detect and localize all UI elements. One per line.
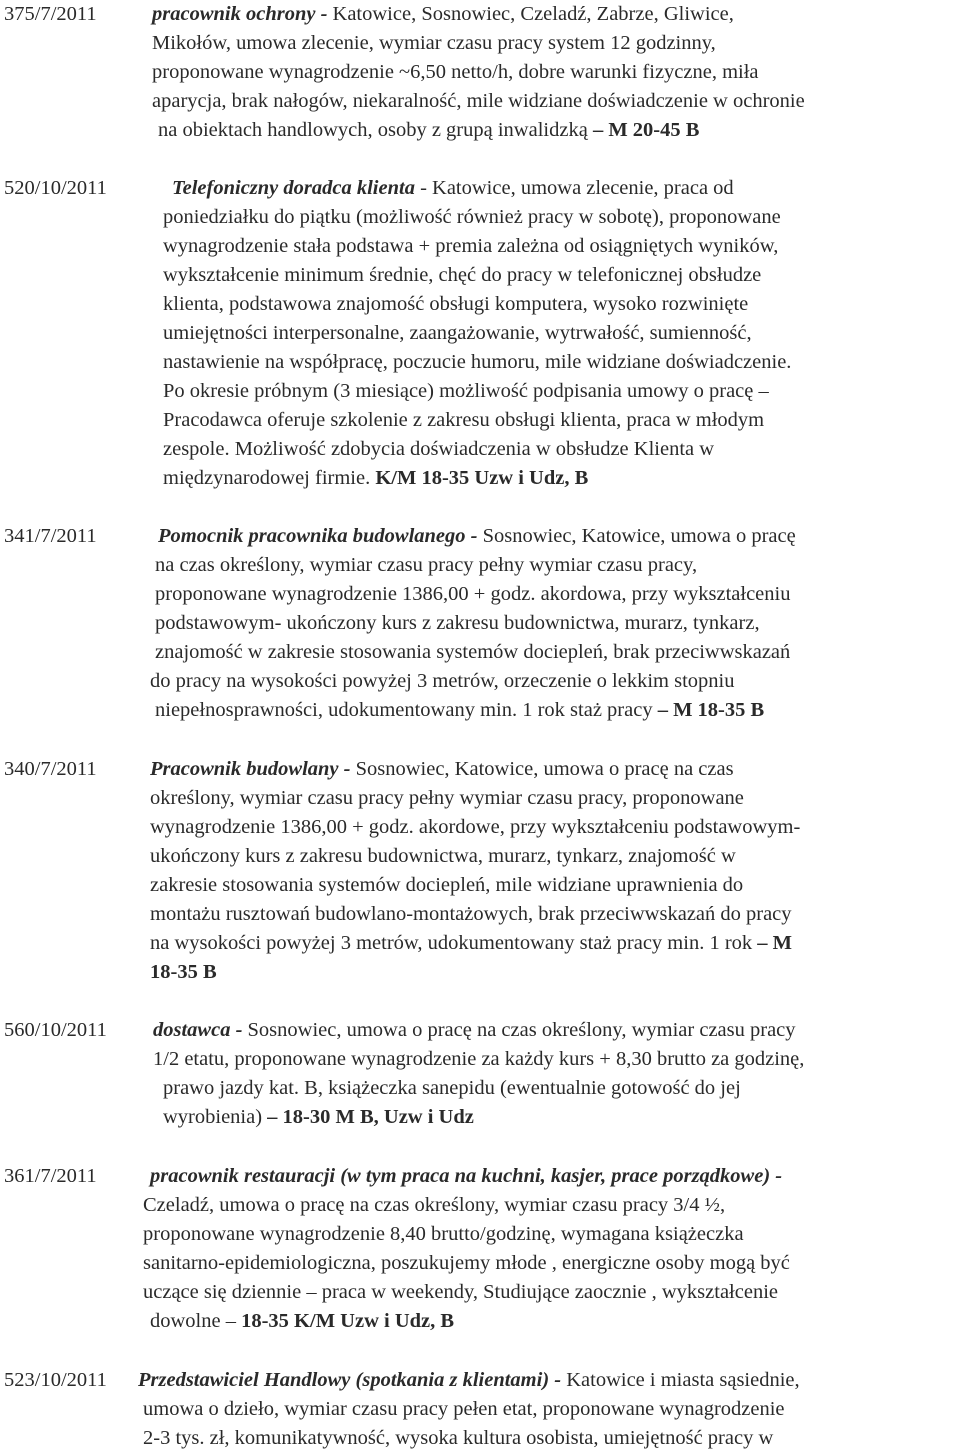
entry-id: 375/7/2011 [4, 3, 97, 25]
entry-line [158, 116, 699, 145]
entry-requirements: 18-35 K/M Uzw i Udz, B [241, 1310, 455, 1332]
entry-text: proponowane wynagrodzenie ~6,50 netto/h, dobre warunki fizyczne, miła [152, 61, 759, 83]
entry-requirements: – M [757, 932, 793, 954]
entry-line [143, 1249, 790, 1278]
job-title: Przedstawiciel Handlowy (spotkania z klientami) - [138, 1369, 562, 1391]
entry-text: proponowane wynagrodzenie 8,40 brutto/godzinę, wymagana książeczka [143, 1223, 744, 1245]
entry-text: umiejętności interpersonalne, zaangażowanie, wytrwałość, sumienność, [163, 322, 752, 344]
entry-line [150, 755, 734, 784]
entry-text: Sosnowiec, Katowice, umowa o pracę na czas [350, 758, 734, 780]
entry-line [153, 1016, 796, 1045]
entry-id: 523/10/2011 [4, 1369, 107, 1391]
entry-line [172, 174, 734, 203]
entry-line [152, 58, 759, 87]
entry-line [163, 348, 791, 377]
entry-line [150, 929, 792, 958]
entry-line [150, 958, 217, 987]
entry-text: dowolne – [150, 1310, 242, 1332]
entry-line [163, 232, 778, 261]
entry-text: montażu rusztowań budowlano-montażowych, brak przeciwwskazań do pracy [150, 903, 792, 925]
entry-text: określony, wymiar czasu pracy pełny wymiar czasu pracy, proponowane [150, 787, 744, 809]
entry-text: aparycja, brak nałogów, niekaralność, mile widziane doświadczenie w ochronie [152, 90, 805, 112]
entry-line [155, 609, 760, 638]
entry-line [150, 1162, 782, 1191]
entry-requirements: – M 18-35 B [657, 699, 765, 721]
entry-line [153, 1045, 804, 1074]
entry-text: Czeladź, umowa o pracę na czas określony, wymiar czasu pracy 3/4 ½, [143, 1194, 726, 1216]
entry-text: 1/2 etatu, proponowane wynagrodzenie za każdy kurs + 8,30 brutto za godzinę, [153, 1048, 805, 1070]
entry-text: na czas określony, wymiar czasu pracy pełny wymiar czasu pracy, [155, 554, 698, 576]
entry-line [150, 784, 744, 813]
entry-id: 560/10/2011 [4, 1019, 107, 1041]
entry-text: zespole. Możliwość zdobycia doświadczenia w obsłudze Klienta w [163, 438, 715, 460]
entry-line [155, 638, 790, 667]
entry-line [163, 1074, 741, 1103]
entry-line [155, 551, 697, 580]
entry-line [143, 1278, 778, 1307]
entry-requirements: – 18-30 M B, Uzw i Udz [267, 1106, 474, 1128]
entry-line [163, 261, 761, 290]
entry-line [155, 580, 790, 609]
entry-text: na obiektach handlowych, osoby z grupą inwalidzką [158, 119, 593, 141]
entry-text: klienta, podstawowa znajomość obsługi komputera, wysoko rozwinięte [163, 293, 749, 315]
entry-line [158, 522, 796, 551]
entry-line [163, 319, 752, 348]
entry-id: 361/7/2011 [4, 1165, 97, 1187]
entry-text: poniedziałku do piątku (możliwość również pracy w sobotę), proponowane [163, 206, 781, 228]
entry-text: proponowane wynagrodzenie 1386,00 + godz. akordowa, przy wykształceniu [155, 583, 791, 605]
entry-text: - Katowice, umowa zlecenie, praca od [414, 177, 734, 199]
entry-text: niepełnosprawności, udokumentowany min. 1 rok staż pracy [155, 699, 658, 721]
entry-line [150, 842, 736, 871]
entry-text: Katowice i miasta sąsiednie, [561, 1369, 800, 1391]
entry-line [163, 406, 764, 435]
entry-text: wyrobienia) [163, 1106, 268, 1128]
entry-text: wynagrodzenie stała podstawa + premia zależna od osiągniętych wyników, [163, 235, 779, 257]
job-title: Pracownik budowlany - [150, 758, 351, 780]
entry-line [163, 1103, 474, 1132]
job-title: pracownik restauracji (w tym praca na kuchni, kasjer, prace porządkowe) - [150, 1165, 783, 1187]
entry-line [163, 435, 714, 464]
entry-text: uczące się dziennie – praca w weekendy, Studiujące zaocznie , wykształcenie [143, 1281, 778, 1303]
entry-requirements: 18-35 B [150, 961, 217, 983]
entry-line [150, 813, 800, 842]
entry-text: 2-3 tys. zł, komunikatywność, wysoka kultura osobista, umiejętność pracy w [143, 1427, 774, 1449]
entry-text: Po okresie próbnym (3 miesiące) możliwość podpisania umowy o pracę – [163, 380, 769, 402]
entry-line [143, 1191, 725, 1220]
entry-text: prawo jazdy kat. B, książeczka sanepidu (ewentualnie gotowość do jej [163, 1077, 741, 1099]
entry-line [163, 464, 588, 493]
entry-id: 341/7/2011 [4, 525, 97, 547]
entry-text: ukończony kurs z zakresu budownictwa, murarz, tynkarz, znajomość w [150, 845, 736, 867]
entry-text: na wysokości powyżej 3 metrów, udokumentowany staż pracy min. 1 rok [150, 932, 758, 954]
job-title: Telefoniczny doradca klienta [172, 177, 415, 199]
entry-text: wykształcenie minimum średnie, chęć do pracy w telefonicznej obsłudze [163, 264, 762, 286]
entry-text: Mikołów, umowa zlecenie, wymiar czasu pracy system 12 godzinny, [152, 32, 716, 54]
entry-text: Sosnowiec, Katowice, umowa o pracę [477, 525, 796, 547]
entry-text: do pracy na wysokości powyżej 3 metrów, orzeczenie o lekkim stopniu [150, 670, 735, 692]
entry-id: 520/10/2011 [4, 177, 107, 199]
entry-text: międzynarodowej firmie. [163, 467, 376, 489]
entry-line [138, 1366, 800, 1395]
entry-line [163, 203, 781, 232]
entry-text: umowa o dzieło, wymiar czasu pracy pełen etat, proponowane wynagrodzenie [143, 1398, 785, 1420]
entry-text: wynagrodzenie 1386,00 + godz. akordowe, przy wykształceniu podstawowym- [150, 816, 801, 838]
entry-text: sanitarno-epidemiologiczna, poszukujemy młode , energiczne osoby mogą być [143, 1252, 790, 1274]
entry-line [152, 0, 734, 29]
entry-line [163, 290, 748, 319]
entry-line [150, 667, 734, 696]
entry-text: Sosnowiec, umowa o pracę na czas określony, wymiar czasu pracy [242, 1019, 796, 1041]
job-title: dostawca - [153, 1019, 243, 1041]
entry-line [152, 29, 716, 58]
entry-text: Pracodawca oferuje szkolenie z zakresu obsługi klienta, praca w młodym [163, 409, 765, 431]
entry-line [150, 871, 743, 900]
entry-text: podstawowym- ukończony kurs z zakresu budownictwa, murarz, tynkarz, [155, 612, 760, 634]
entry-line [150, 1307, 454, 1336]
entry-id: 340/7/2011 [4, 758, 97, 780]
job-title: pracownik ochrony - [152, 3, 328, 25]
job-title: Pomocnik pracownika budowlanego - [158, 525, 478, 547]
entry-line [143, 1395, 785, 1424]
entry-line [143, 1220, 744, 1249]
entry-text: nastawienie na współpracę, poczucie humoru, mile widziane doświadczenie. [163, 351, 792, 373]
entry-requirements: K/M 18-35 Uzw i Udz, B [375, 467, 589, 489]
entry-line [155, 696, 764, 725]
entry-line [150, 900, 792, 929]
entry-line [163, 377, 769, 406]
entry-requirements: – M 20-45 B [592, 119, 700, 141]
entry-line [152, 87, 805, 116]
entry-text: zakresie stosowania systemów dociepleń, mile widziane uprawnienia do [150, 874, 744, 896]
entry-line [143, 1424, 773, 1453]
entry-text: Katowice, Sosnowiec, Czeladź, Zabrze, Gliwice, [327, 3, 734, 25]
entry-text: znajomość w zakresie stosowania systemów dociepleń, brak przeciwwskazań [155, 641, 791, 663]
